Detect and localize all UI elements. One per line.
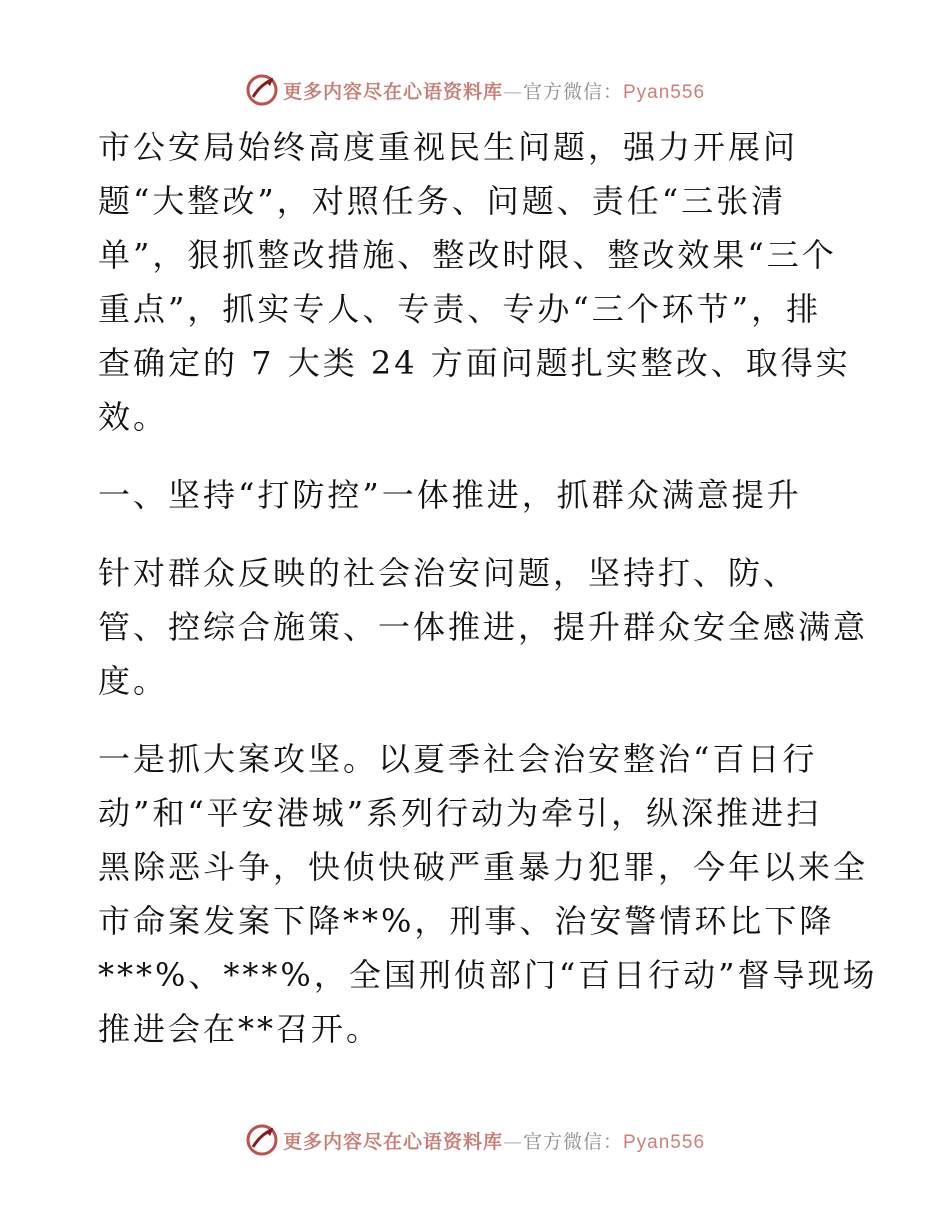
paragraph-summary bbox=[98, 546, 869, 708]
text-line: 市命案发案下降**%，刑事、治安警情环比下降 bbox=[98, 902, 835, 940]
watermark-wechat-id: Pyan556 bbox=[623, 81, 706, 103]
watermark-wechat-label: 官方微信： bbox=[522, 1130, 623, 1153]
watermark-brand: 更多内容尽在心语资料库 bbox=[282, 80, 503, 103]
text-line: 题“大整改”，对照任务、问题、责任“三张清 bbox=[98, 182, 787, 220]
brand-logo-icon bbox=[245, 1123, 279, 1157]
text-line: 市公安局始终高度重视民生问题，强力开展问 bbox=[98, 128, 799, 166]
document-body bbox=[98, 120, 878, 1056]
text-line: ***%、***%，全国刑侦部门“百日行动”督导现场 bbox=[98, 956, 878, 994]
heading-line: 一、坚持“打防控”一体推进，抓群众满意提升 bbox=[98, 476, 802, 514]
watermark-banner-bottom bbox=[0, 1120, 950, 1160]
text-line: 动”和“平安港城”系列行动为牵引，纵深推进扫 bbox=[98, 794, 822, 832]
text-line: 单”，狠抓整改措施、整改时限、整改效果“三个 bbox=[98, 236, 837, 274]
watermark-text bbox=[283, 77, 705, 104]
text-line: 查确定的 7 大类 24 方面问题扎实整改、取得实 bbox=[98, 344, 851, 382]
text-line: 管、控综合施策、一体推进，提升群众安全感满意 bbox=[98, 608, 869, 646]
text-line: 度。 bbox=[98, 662, 169, 700]
paragraph-gap bbox=[98, 522, 858, 546]
text-line: 针对群众反映的社会治安问题，坚持打、防、 bbox=[98, 554, 799, 592]
text-line: 黑除恶斗争，快侦快破严重暴力犯罪，今年以来全 bbox=[98, 848, 869, 886]
watermark-wechat-label: 官方微信： bbox=[522, 80, 623, 103]
watermark-brand: 更多内容尽在心语资料库 bbox=[282, 1130, 503, 1153]
watermark-dash: — bbox=[502, 80, 523, 103]
watermark-wechat-id: Pyan556 bbox=[623, 1131, 706, 1153]
watermark-text bbox=[283, 1127, 705, 1154]
paragraph-gap bbox=[98, 708, 858, 732]
paragraph-intro bbox=[98, 120, 858, 444]
watermark-banner-top bbox=[0, 70, 950, 110]
section-heading bbox=[98, 468, 858, 522]
watermark-dash: — bbox=[502, 1130, 523, 1153]
text-line: 效。 bbox=[98, 398, 169, 436]
text-line: 一是抓大案攻坚。以夏季社会治安整治“百日行 bbox=[98, 740, 818, 778]
text-line: 重点”，抓实专人、专责、专办“三个环节”，排 bbox=[98, 290, 822, 328]
paragraph-gap bbox=[98, 444, 858, 468]
brand-logo-icon bbox=[245, 73, 279, 107]
text-line: 推进会在**召开。 bbox=[98, 1010, 382, 1048]
paragraph-detail bbox=[98, 732, 878, 1056]
